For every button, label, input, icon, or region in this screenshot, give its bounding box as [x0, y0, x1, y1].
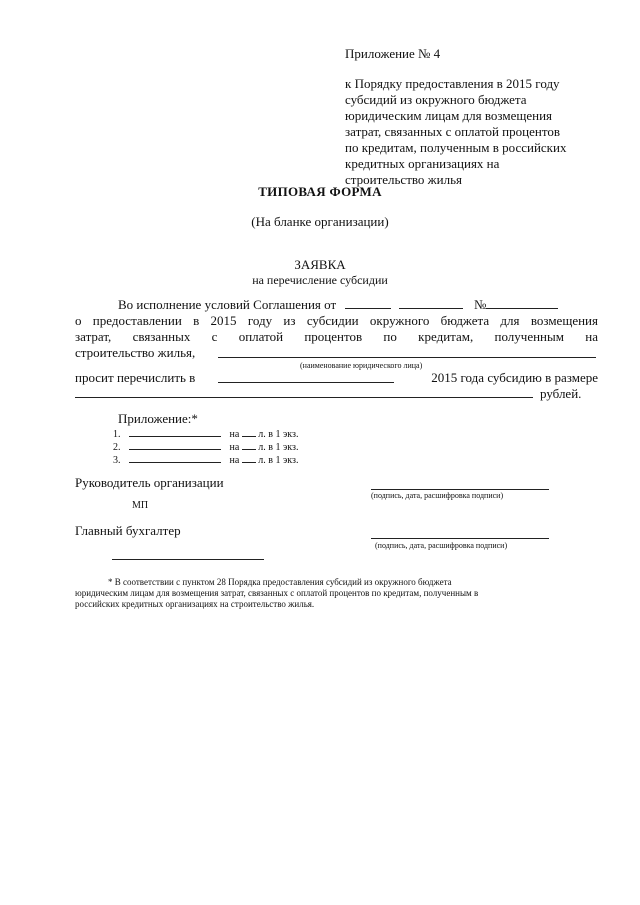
form-title: ТИПОВАЯ ФОРМА: [258, 184, 382, 199]
body-line-1: [118, 297, 558, 313]
attachment-item: [113, 440, 298, 454]
attachment-copies-label: л. в 1 экз.: [258, 442, 299, 453]
attachment-name-field[interactable]: [129, 427, 221, 437]
stamp-label: МП: [132, 500, 149, 511]
agreement-number-sign: №: [473, 297, 487, 312]
attachment-number: 2.: [113, 442, 121, 453]
attachment-copies-label: л. в 1 экз.: [258, 429, 299, 440]
appendix-line: по кредитам, полученным в российских: [345, 140, 567, 155]
attachment-item: [113, 427, 298, 441]
attachment-on-label: на: [229, 429, 240, 440]
attachment-sheets-field[interactable]: [242, 453, 256, 463]
attachment-name-field[interactable]: [129, 453, 221, 463]
request-title: ЗАЯВКА: [294, 257, 346, 272]
subsidy-amount-field[interactable]: [75, 397, 533, 398]
agreement-number-field[interactable]: [486, 297, 558, 309]
attachment-on-label: на: [229, 442, 240, 453]
accountant-extra-field[interactable]: [112, 559, 264, 560]
accountant-signature-caption: (подпись, дата, расшифровка подписи): [375, 541, 508, 550]
head-signature-caption: (подпись, дата, расшифровка подписи): [371, 491, 504, 500]
footnote-line: юридическим лицам для возмещения затрат, связанных с оплатой процентов по кредитам, полученным в: [75, 588, 479, 598]
request-subtitle: на перечисление субсидии: [252, 273, 388, 287]
appendix-line: кредитных организациях на: [345, 156, 500, 171]
attachment-item: [113, 453, 298, 467]
bank-field[interactable]: [218, 382, 394, 383]
appendix-line: юридическим лицам для возмещения: [345, 108, 553, 123]
agreement-reference-label: Во исполнение условий Соглашения от: [118, 297, 337, 312]
accountant-signature-field[interactable]: [371, 538, 549, 539]
legal-entity-caption: (наименование юридического лица): [300, 361, 423, 370]
body-line-2: о предоставлении в 2015 году из субсидии окружного бюджета для возмещения: [75, 313, 598, 328]
body-line-5-suffix: 2015 года субсидию в размере: [431, 370, 598, 385]
body-line-3: затрат, связанных с оплатой процентов по кредитам, полученным на: [75, 329, 598, 344]
appendix-line: к Порядку предоставления в 2015 году: [345, 76, 560, 91]
attachment-number: 3.: [113, 455, 121, 466]
head-signature-field[interactable]: [371, 489, 549, 490]
attachment-on-label: на: [229, 455, 240, 466]
letterhead-note: (На бланке организации): [251, 214, 389, 229]
appendix-reference: [345, 76, 605, 188]
accountant-signature-label: Главный бухгалтер: [75, 523, 181, 538]
attachment-sheets-field[interactable]: [242, 427, 256, 437]
attachment-sheets-field[interactable]: [242, 440, 256, 450]
legal-entity-field[interactable]: [218, 357, 596, 358]
agreement-date-day-field[interactable]: [345, 297, 391, 309]
attachments-title: Приложение:*: [118, 411, 198, 426]
footnote-line: российских кредитных организациях на строительство жилья.: [75, 599, 315, 609]
appendix-line: затрат, связанных с оплатой процентов: [345, 124, 560, 139]
footnote-line: * В соответствии с пунктом 28 Порядка предоставления субсидий из окружного бюджета: [108, 577, 452, 587]
head-signature-label: Руководитель организации: [75, 475, 224, 490]
body-line-4: строительство жилья,: [75, 345, 196, 360]
attachment-number: 1.: [113, 429, 121, 440]
currency-label: рублей.: [540, 386, 582, 401]
attachment-name-field[interactable]: [129, 440, 221, 450]
agreement-date-field[interactable]: [399, 297, 463, 309]
footnote: [75, 577, 595, 610]
appendix-title: Приложение № 4: [345, 46, 441, 61]
attachment-copies-label: л. в 1 экз.: [258, 455, 299, 466]
body-line-5-prefix: просит перечислить в: [75, 370, 196, 385]
appendix-line: субсидий из окружного бюджета: [345, 92, 527, 107]
appendix-line: строительство жилья: [345, 172, 463, 187]
